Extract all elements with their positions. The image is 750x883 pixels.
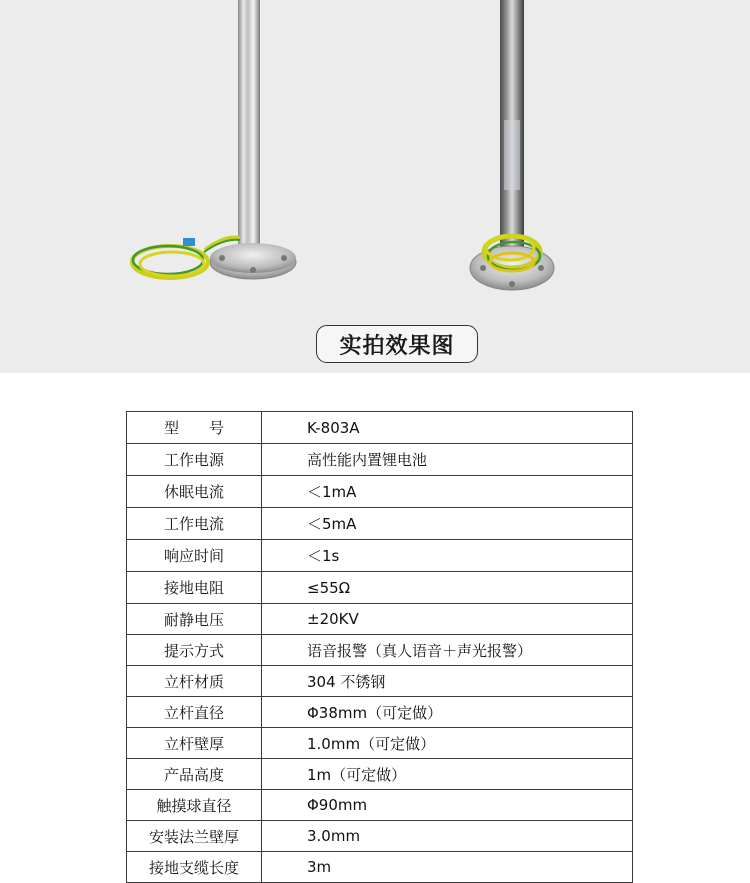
spec-row (127, 821, 633, 852)
spec-row (127, 666, 633, 697)
spec-label: 响应时间 (127, 540, 262, 572)
spec-row (127, 412, 633, 444)
spec-row (127, 604, 633, 635)
spec-label: 型 号 (127, 412, 262, 444)
spec-value: Φ38mm（可定做） (262, 697, 633, 728)
spec-value: ＜5mA (262, 508, 633, 540)
spec-value: K-803A (262, 412, 633, 444)
spec-label: 耐静电压 (127, 604, 262, 635)
spec-label: 立杆材质 (127, 666, 262, 697)
spec-row (127, 635, 633, 666)
spec-value: 1m（可定做） (262, 759, 633, 790)
spec-label: 工作电源 (127, 444, 262, 476)
spec-value: 高性能内置锂电池 (262, 444, 633, 476)
spec-row (127, 728, 633, 759)
spec-label: 产品高度 (127, 759, 262, 790)
spec-value: ±20KV (262, 604, 633, 635)
spec-label: 安装法兰壁厚 (127, 821, 262, 852)
spec-label: 立杆直径 (127, 697, 262, 728)
spec-value: ＜1mA (262, 476, 633, 508)
spec-label: 立杆壁厚 (127, 728, 262, 759)
photo-caption: 实拍效果图 (316, 325, 478, 363)
spec-row (127, 444, 633, 476)
spec-value: 3.0mm (262, 821, 633, 852)
spec-table (126, 411, 633, 883)
spec-value: 语音报警（真人语音＋声光报警） (262, 635, 633, 666)
spec-label: 接地支缆长度 (127, 852, 262, 883)
spec-row (127, 852, 633, 883)
product-photo (0, 0, 750, 373)
spec-value: Φ90mm (262, 790, 633, 821)
spec-value: ＜1s (262, 540, 633, 572)
spec-row (127, 572, 633, 604)
spec-row (127, 697, 633, 728)
product-photo-area (0, 0, 750, 373)
spec-label: 提示方式 (127, 635, 262, 666)
spec-row (127, 540, 633, 572)
spec-label: 休眠电流 (127, 476, 262, 508)
spec-label: 触摸球直径 (127, 790, 262, 821)
spec-value: ≤55Ω (262, 572, 633, 604)
left-pole-photo (132, 0, 296, 279)
spec-row (127, 508, 633, 540)
spec-value: 304 不锈钢 (262, 666, 633, 697)
spec-label: 工作电流 (127, 508, 262, 540)
spec-row (127, 476, 633, 508)
right-pole-photo (470, 0, 554, 290)
spec-value: 1.0mm（可定做） (262, 728, 633, 759)
spec-row (127, 759, 633, 790)
spec-label: 接地电阻 (127, 572, 262, 604)
spec-row (127, 790, 633, 821)
spec-value: 3m (262, 852, 633, 883)
